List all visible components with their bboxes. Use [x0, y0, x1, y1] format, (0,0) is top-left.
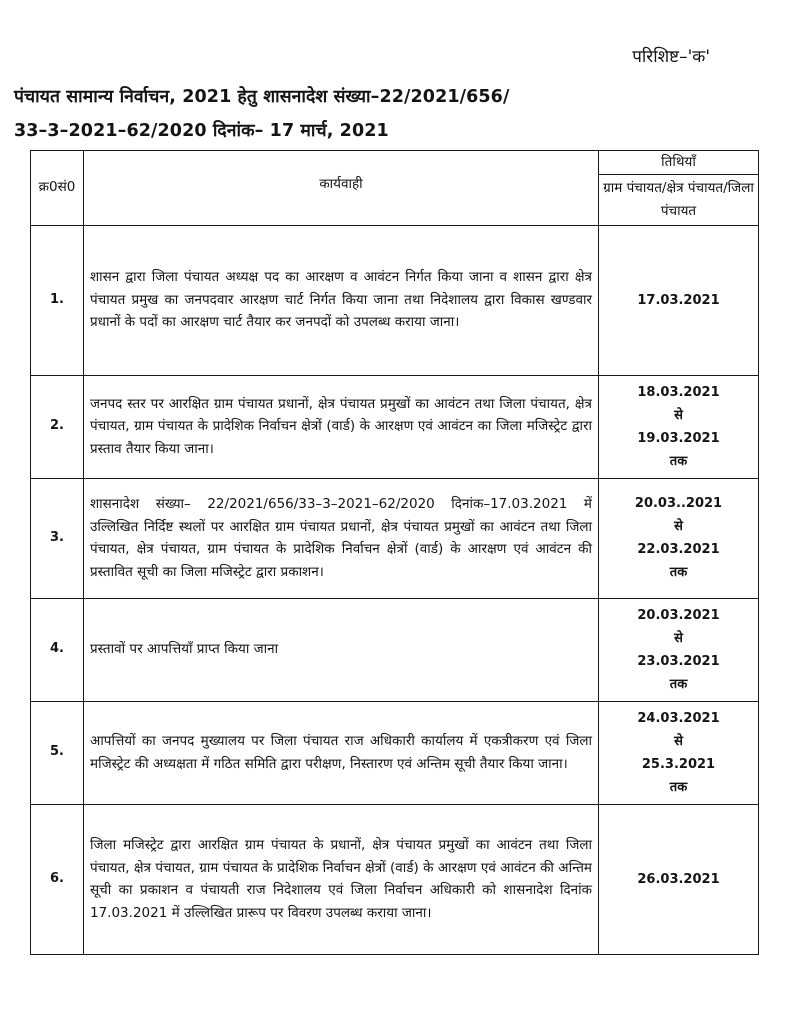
row-serial: 3. — [31, 478, 84, 598]
schedule-table — [30, 150, 759, 955]
date-se: से — [674, 519, 683, 535]
row-serial: 5. — [31, 701, 84, 804]
date-se: से — [674, 630, 683, 646]
table-row — [31, 375, 759, 478]
document-title — [14, 80, 774, 148]
annexure-label: परिशिष्ट–'क' — [632, 47, 710, 67]
table-row — [31, 701, 759, 804]
row-serial: 1. — [31, 225, 84, 375]
table-row — [31, 225, 759, 375]
date-from: 24.03.2021 — [637, 710, 720, 726]
row-dates — [599, 701, 759, 804]
row-description: आपत्तियों का जनपद मुख्यालय पर जिला पंचायत राज अधिकारी कार्यालय में एकत्रीकरण एवं जिला मजिस्ट्रेट की अध्यक्षता में गठित समिति द्वारा परीक्षण, निस्तारण एवं अन्तिम सूची तैयार किया जाना। — [84, 701, 599, 804]
header-dates-sub: ग्राम पंचायत/क्षेत्र पंचायत/जिला पंचायत — [599, 174, 759, 225]
date-from: 20.03.2021 — [637, 607, 720, 623]
date-to: 19.03.2021 — [637, 430, 720, 446]
date-tak: तक — [669, 453, 688, 469]
row-dates — [599, 598, 759, 701]
header-dates: तिथियाँ — [599, 151, 759, 175]
date-to: 22.03.2021 — [637, 542, 720, 558]
date-to: 25.3.2021 — [641, 756, 716, 772]
row-serial: 4. — [31, 598, 84, 701]
row-dates — [599, 804, 759, 954]
row-description: प्रस्तावों पर आपत्तियाँ प्राप्त किया जाना — [84, 598, 599, 701]
date-se: से — [674, 733, 683, 749]
row-description: जिला मजिस्ट्रेट द्वारा आरक्षित ग्राम पंचायत के प्रधानों, क्षेत्र पंचायत प्रमुखों का आवंटन तथा जिला पंचायत, क्षेत्र पंचायत, ग्राम पंचायत के प्रादेशिक निर्वाचन क्षेत्रों (वार्ड) के आरक्षण एवं आवंटन की अन्तिम सूची का प्रकाशन व पंचायती राज निदेशालय एवं जिला निर्वाचन अधिकारी को शासनादेश दिनांक 17.03.2021 में उल्लिखित प्रारूप पर विवरण उपलब्ध कराया जाना। — [84, 804, 599, 954]
row-dates — [599, 225, 759, 375]
header-serial: क्र0सं0 — [31, 151, 84, 226]
title-line-2: 33–3–2021–62/2020 दिनांक– 17 मार्च, 2021 — [14, 121, 389, 141]
date-tak: तक — [669, 565, 688, 581]
row-serial: 2. — [31, 375, 84, 478]
table-row — [31, 804, 759, 954]
header-row — [31, 151, 759, 175]
date-from: 26.03.2021 — [637, 871, 720, 887]
row-serial: 6. — [31, 804, 84, 954]
row-dates — [599, 375, 759, 478]
row-dates — [599, 478, 759, 598]
table-row — [31, 598, 759, 701]
table-row — [31, 478, 759, 598]
date-from: 20.03..2021 — [634, 496, 723, 512]
date-tak: तक — [669, 676, 688, 692]
date-tak: तक — [669, 779, 688, 795]
row-description: शासन द्वारा जिला पंचायत अध्यक्ष पद का आरक्षण व आवंटन निर्गत किया जाना व शासन द्वारा क्षेत्र पंचायत प्रमुख का जनपदवार आरक्षण चार्ट निर्गत किया जाना तथा निदेशालय द्वारा विकास खण्डवार प्रधानों के पदों का आरक्षण चार्ट तैयार कर जनपदों को उपलब्ध कराया जाना। — [84, 225, 599, 375]
header-action: कार्यवाही — [84, 151, 599, 226]
date-from: 18.03.2021 — [637, 384, 720, 400]
date-to: 23.03.2021 — [637, 653, 720, 669]
date-from: 17.03.2021 — [637, 292, 720, 308]
row-description: जनपद स्तर पर आरक्षित ग्राम पंचायत प्रधानों, क्षेत्र पंचायत प्रमुखों का आवंटन तथा जिला पंचायत, क्षेत्र पंचायत, ग्राम पंचायत के प्रादेशिक निर्वाचन क्षेत्रों (वार्ड) के आरक्षण एवं आवंटन का जिला मजिस्ट्रेट द्वारा प्रस्ताव तैयार किया जाना। — [84, 375, 599, 478]
title-line-1: पंचायत सामान्य निर्वाचन, 2021 हेतु शासनादेश संख्या–22/2021/656/ — [14, 87, 510, 107]
date-se: से — [674, 407, 683, 423]
row-description: शासनादेश संख्या– 22/2021/656/33–3–2021–62/2020 दिनांक–17.03.2021 में उल्लिखित निर्दिष्ट स्थलों पर आरक्षित ग्राम पंचायत प्रधानों, क्षेत्र पंचायत प्रमुखों का आवंटन तथा जिला पंचायत, क्षेत्र पंचायत, ग्राम पंचायत के प्रादेशिक निर्वाचन क्षेत्रों (वार्ड) के आरक्षण एवं आवंटन की प्रस्तावित सूची का जिला मजिस्ट्रेट द्वारा प्रकाशन। — [84, 478, 599, 598]
